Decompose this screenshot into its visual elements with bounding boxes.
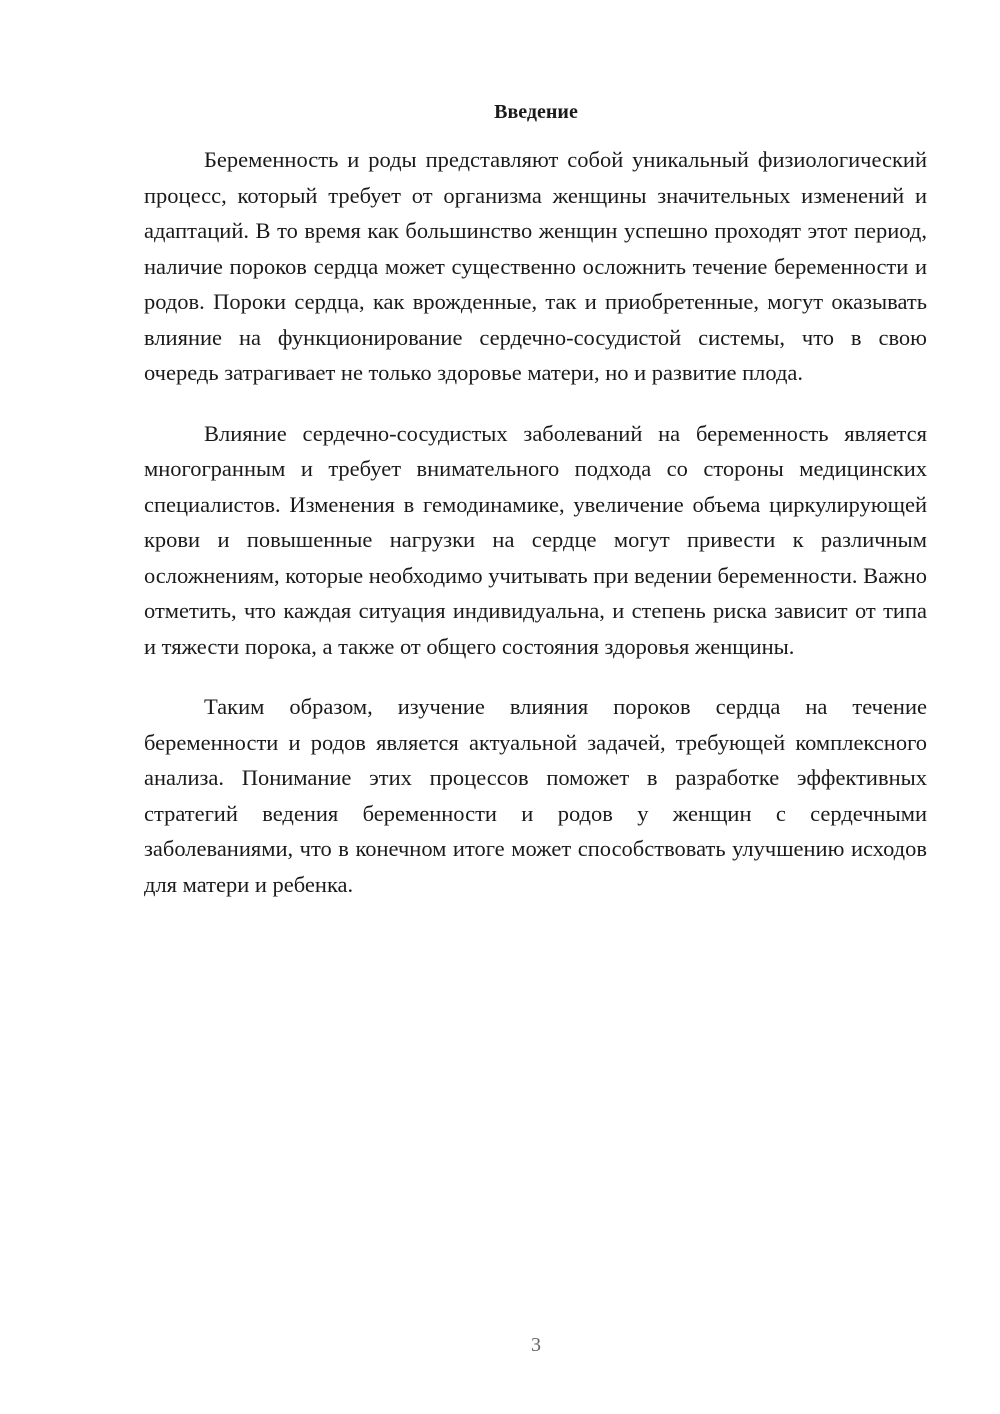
page-number: 3: [531, 1334, 541, 1356]
body-text: [144, 142, 927, 927]
paragraph-2: Влияние сердечно-сосудистых заболеваний на беременность является многогранным и требует внимательного подхода со стороны медицинских специалистов. Изменения в гемодинамике, увеличение объема циркулирующей крови и повышенные нагрузки на сердце могут привести к различным осложнениям, которые необходимо учитывать при ведении беременности. Важно отметить, что каждая ситуация индивидуальна, и степень риска зависит от типа и тяжести порока, а также от общего состояния здоровья женщины.: [144, 420, 927, 659]
paragraph-1: Беременность и роды представляют собой уникальный физиологический процесс, который требует от организма женщины значительных изменений и адаптаций. В то время как большинство женщин успешно проходят этот период, наличие пороков сердца может существенно осложнить течение беременности и родов. Пороки сердца, как врожденные, так и приобретенные, могут оказывать влияние на функционирование сердечно-сосудистой системы, что в свою очередь затрагивает не только здоровье матери, но и развитие плода.: [144, 147, 927, 385]
paragraph-3: Таким образом, изучение влияния пороков сердца на течение беременности и родов является актуальной задачей, требующей комплексного анализа. Понимание этих процессов поможет в разработке эффективных стратегий ведения беременности и родов у женщин с сердечными заболеваниями, что в конечном итоге может способствовать улучшению исходов для матери и ребенка.: [144, 694, 927, 897]
page-title: Введение: [494, 101, 578, 123]
